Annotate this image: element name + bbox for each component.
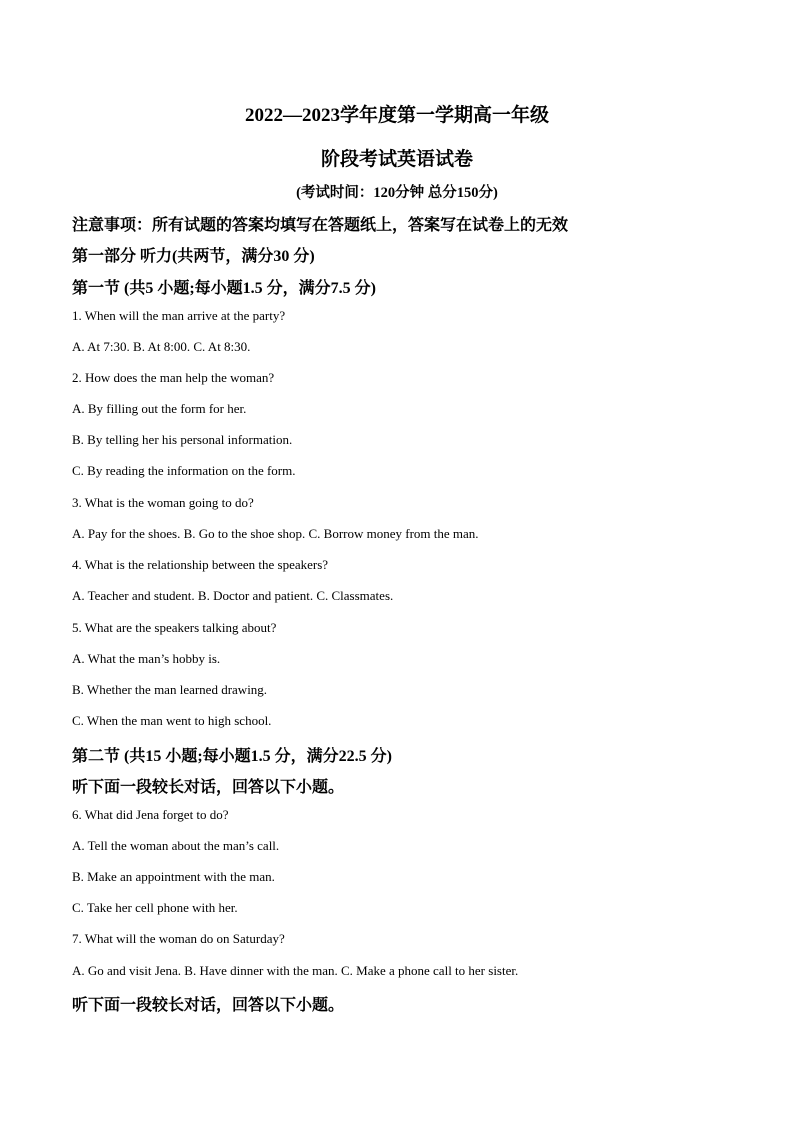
question-6: 6. What did Jena forget to do?	[72, 807, 229, 822]
exam-subtitle: 阶段考试英语试卷	[320, 149, 473, 170]
question-5-option-c: C. When the man went to high school.	[72, 713, 272, 728]
question-1-options: A. At 7:30. B. At 8:00. C. At 8:30.	[72, 339, 251, 354]
question-5-option-b: B. Whether the man learned drawing.	[72, 682, 268, 697]
question-5: 5. What are the speakers talking about?	[72, 620, 277, 635]
question-4-options: A. Teacher and student. B. Doctor and patient. C. Classmates.	[72, 588, 394, 603]
question-2-option-a: A. By filling out the form for her.	[72, 401, 247, 416]
question-1: 1. When will the man arrive at the party?	[72, 308, 286, 323]
question-4: 4. What is the relationship between the speakers?	[72, 557, 329, 572]
question-3-options: A. Pay for the shoes. B. Go to the shoe shop. C. Borrow money from the man.	[72, 526, 479, 541]
question-2-option-b: B. By telling her his personal information.	[72, 432, 293, 447]
section2-heading: 第二节 (共15 小题;每小题1.5 分，满分22.5 分)	[72, 748, 392, 765]
part1-heading: 第一部分 听力(共两节，满分30 分)	[72, 248, 315, 265]
exam-title: 2022—2023学年度第一学期高一年级	[244, 105, 549, 126]
exam-info: (考试时间：120分钟 总分150分)	[296, 185, 498, 201]
question-7-options: A. Go and visit Jena. B. Have dinner with the man. C. Make a phone call to her sister.	[72, 963, 519, 978]
notice: 注意事项：所有试题的答案均填写在答题纸上，答案写在试卷上的无效	[72, 217, 569, 234]
question-6-option-b: B. Make an appointment with the man.	[72, 869, 275, 884]
question-2: 2. How does the man help the woman?	[72, 370, 275, 385]
section2-instruction: 听下面一段较长对话，回答以下小题。	[72, 779, 345, 796]
question-6-option-c: C. Take her cell phone with her.	[72, 900, 238, 915]
question-5-option-a: A. What the man’s hobby is.	[72, 651, 221, 666]
question-7: 7. What will the woman do on Saturday?	[72, 931, 285, 946]
question-2-option-c: C. By reading the information on the form.	[72, 463, 296, 478]
question-3: 3. What is the woman going to do?	[72, 495, 254, 510]
question-6-option-a: A. Tell the woman about the man’s call.	[72, 838, 280, 853]
section2-instruction-2: 听下面一段较长对话，回答以下小题。	[72, 997, 345, 1014]
section1-heading: 第一节 (共5 小题;每小题1.5 分，满分7.5 分)	[72, 280, 376, 297]
